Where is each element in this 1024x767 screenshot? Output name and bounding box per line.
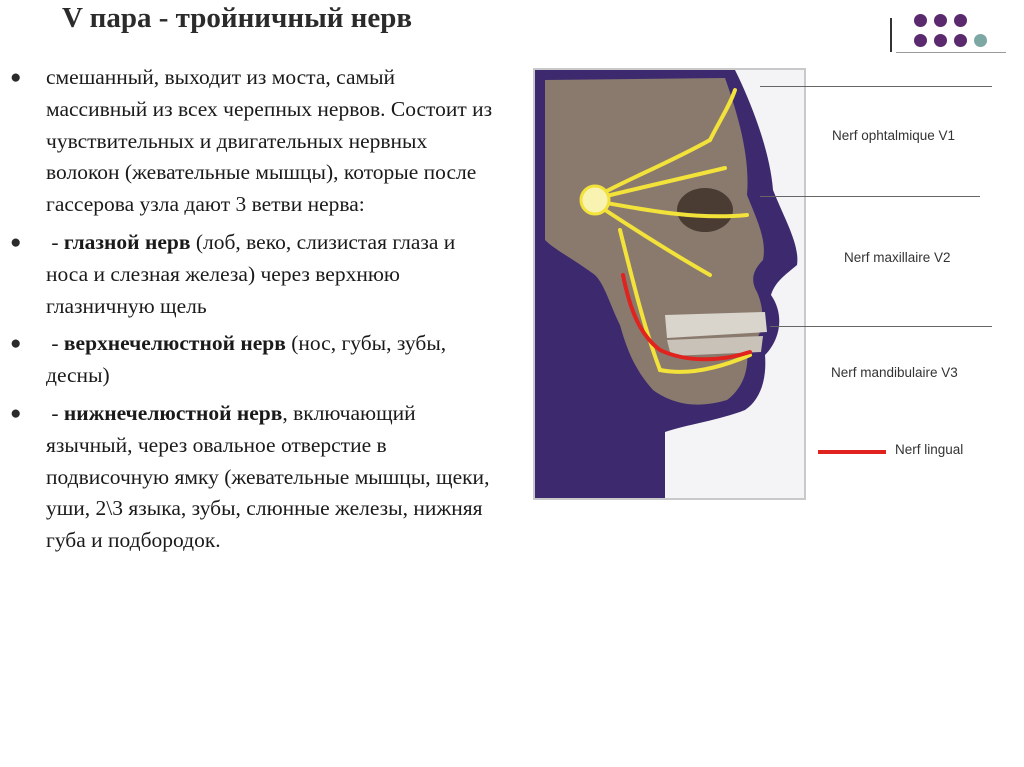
bullet-text: , включающий язычный, через овальное отверстие в подвисочную ямку (жевательные мышцы, щеки, уши, 2\3 языка, зубы, слюнные железы, нижняя губа и подбородок. xyxy=(46,400,490,553)
gasserian-ganglion xyxy=(581,186,609,214)
bullet-marker: ● xyxy=(10,333,22,355)
trigeminal-nerve-illustration xyxy=(533,68,806,500)
label-nerf-maxillaire: Nerf maxillaire V2 xyxy=(844,250,951,265)
decor-vertical-line xyxy=(890,18,892,52)
bullet-marker: ● xyxy=(10,67,22,88)
decor-dot xyxy=(934,34,947,47)
skull-nerve-drawing xyxy=(535,70,806,500)
bullet-lead: - xyxy=(46,331,64,356)
decor-dot xyxy=(974,34,987,47)
decor-dot xyxy=(954,34,967,47)
bullet-term: нижнечелюстной нерв xyxy=(63,400,283,425)
bullet-marker: ● xyxy=(10,231,22,253)
bullet-lead: - xyxy=(46,229,64,254)
leader-line-v3 xyxy=(770,326,992,327)
decor-horizontal-line xyxy=(896,52,1006,53)
bullet-lead: - xyxy=(46,400,64,425)
bullet-item xyxy=(0,328,500,392)
label-nerf-mandibulaire: Nerf mandibulaire V3 xyxy=(831,365,958,380)
bullet-item xyxy=(0,62,500,221)
bullet-term: глазной нерв xyxy=(63,229,191,254)
bullet-text: (нос, губы, зубы, десны) xyxy=(46,331,447,388)
leader-line-v2 xyxy=(760,196,980,197)
leader-line-v1 xyxy=(760,86,992,87)
decor-dot xyxy=(914,14,927,27)
bullet-text: смешанный, выходит из моста, самый массивный из всех черепных нервов. Состоит из чувствительных и двигательных нервных волокон (жевательные мышцы), которые после гассерова узла дают 3 ветви нерва: xyxy=(46,65,493,217)
bullet-item xyxy=(0,227,500,322)
slide-title: V пара - тройничный нерв xyxy=(62,2,413,34)
label-nerf-lingual: Nerf lingual xyxy=(895,442,964,457)
eye-socket xyxy=(677,188,733,232)
decor-dot xyxy=(914,34,927,47)
bullet-item xyxy=(0,398,500,557)
bullet-list xyxy=(0,62,500,557)
bullet-marker: ● xyxy=(10,402,22,424)
bullet-text: (лоб, веко, слизистая глаза и носа и слезная железа) через верхнюю глазничную щель xyxy=(46,229,456,318)
decor-dot xyxy=(954,14,967,27)
decor-dot xyxy=(934,14,947,27)
label-nerf-ophtalmique: Nerf ophtalmique V1 xyxy=(832,128,956,143)
lingual-legend-line xyxy=(818,450,886,454)
bullet-term: верхнечелюстной нерв xyxy=(63,331,286,356)
